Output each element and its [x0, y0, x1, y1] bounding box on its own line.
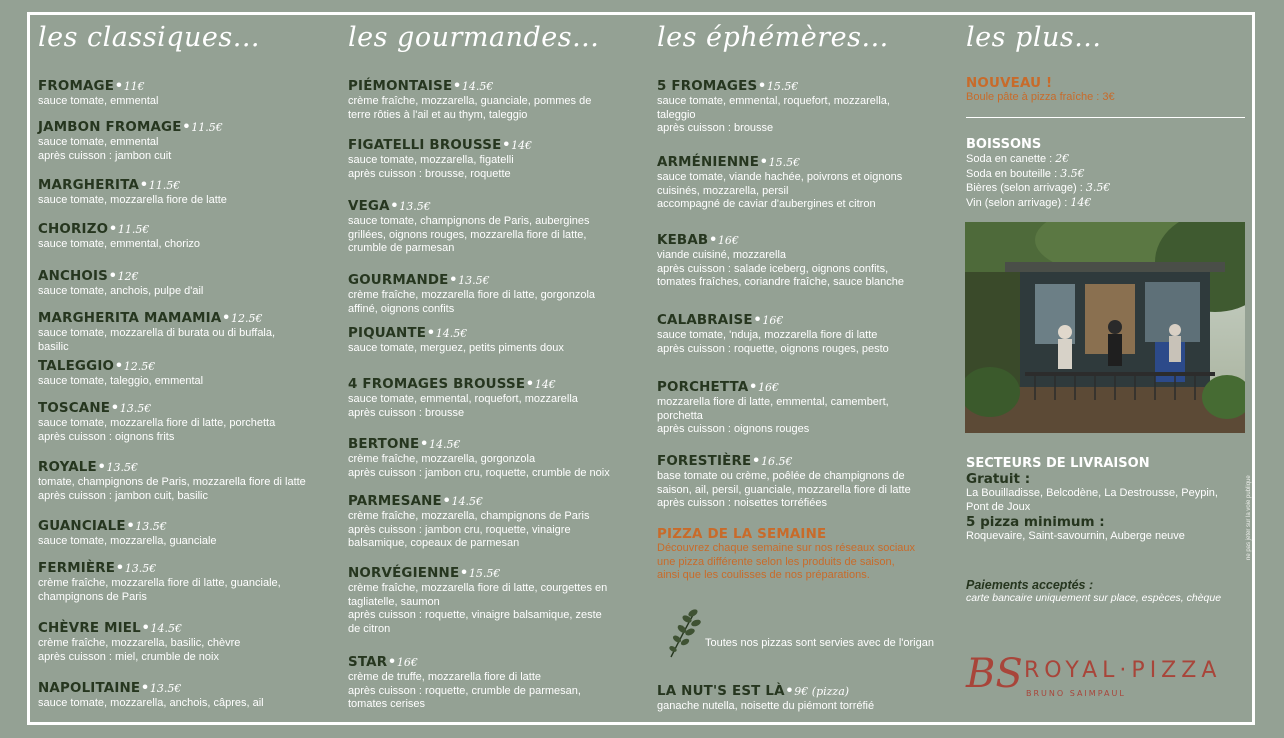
semaine-desc: Découvrez chaque semaine sur nos réseaux sociaux une pizza différente selon les produits de saison, ainsi que les coulisses de nos préparations. [657, 542, 916, 581]
bullet: • [127, 517, 134, 534]
pizza-price: 13.5€ [119, 402, 152, 415]
menu-item [657, 378, 947, 437]
menu-item [657, 153, 947, 212]
menu-item [38, 357, 328, 389]
column-classiques [38, 22, 328, 709]
boisson-row [966, 152, 1246, 167]
bullet: • [223, 309, 230, 326]
column-ephemeres [657, 22, 947, 509]
pizza-desc: sauce tomate, mozzarella fiore di latte, porchetta après cuisson : oignons frits [38, 417, 276, 443]
bullet: • [110, 267, 116, 284]
gratuit-title: Gratuit : [966, 471, 1031, 487]
bullet: • [428, 324, 434, 341]
pizza-name: JAMBON FROMAGE [38, 120, 182, 135]
pizza-name: KEBAB [657, 233, 709, 248]
pizza-name: FORESTIÈRE [657, 454, 752, 469]
pizza-name: PIÉMONTAISE [348, 79, 453, 94]
logo-name: ROYAL·PIZZA [1024, 658, 1222, 683]
menu-item [38, 176, 328, 208]
pizza-desc: crème fraîche, mozzarella, champignons de Paris après cuisson : jambon cru, roquette, vinaigre balsamique, copeaux de parmesan [348, 510, 590, 549]
pizza-desc: sauce tomate, emmental, chorizo [38, 238, 201, 250]
pizza-price: 13.5€ [458, 274, 490, 287]
menu-item [38, 220, 328, 252]
pizza-desc: sauce tomate, 'nduja, mozzarella fiore di latte après cuisson : roquette, oignons rouges, pesto [657, 329, 889, 355]
origan-note: Toutes nos pizzas sont servies avec de l'origan [705, 637, 934, 649]
pizza-desc: sauce tomate, mozzarella, guanciale [38, 535, 217, 547]
bullet: • [759, 77, 765, 94]
nuts-name: LA NUT'S EST LÀ [657, 684, 785, 699]
column-plus [966, 22, 1246, 67]
pizza-desc: sauce tomate, emmental, roquefort, mozzarella après cuisson : brousse [348, 393, 578, 419]
boissons-block [966, 137, 1246, 210]
menu-item [38, 399, 328, 444]
bullet: • [116, 357, 122, 374]
menu-item [38, 77, 328, 109]
nouveau-title: NOUVEAU ! [966, 76, 1053, 91]
bullet: • [450, 271, 457, 288]
logo [966, 648, 1246, 712]
pizza-desc: sauce tomate, mozzarella, anchois, câpres, ail [38, 697, 264, 709]
menu-item [348, 375, 638, 420]
bullet: • [116, 77, 122, 94]
pizza-price: 13.5€ [149, 682, 182, 695]
bullet: • [443, 492, 450, 509]
pizza-price: 14.5€ [451, 495, 484, 508]
nouveau-desc: Boule pâte à pizza fraîche : 3€ [966, 91, 1115, 103]
pizza-name: 4 FROMAGES BROUSSE [348, 377, 526, 392]
pizza-name: PARMESANE [348, 494, 442, 509]
pizza-price: 16.5€ [760, 455, 793, 468]
paiements-block [966, 578, 1246, 604]
menu-item [38, 267, 328, 299]
paiements-title: Paiements acceptés : [966, 578, 1094, 592]
column-gourmandes [348, 22, 638, 710]
bullet: • [710, 231, 716, 248]
bullet: • [98, 458, 105, 475]
side-note: ne pas jeter sur la voie publique [1246, 475, 1252, 560]
pizza-desc: sauce tomate, merguez, petits piments doux [348, 342, 564, 354]
bullet: • [753, 452, 759, 469]
pizza-desc: crème fraîche, mozzarella, gorgonzola après cuisson : jambon cru, roquette, crumble de noix [348, 453, 610, 479]
semaine-title: PIZZA DE LA SEMAINE [657, 527, 827, 542]
bullet: • [503, 136, 510, 153]
bullet: • [389, 653, 395, 670]
bullet: • [142, 619, 149, 636]
gratuit-desc: La Bouilladisse, Belcodène, La Destrousse, Peypin, Pont de Joux [966, 487, 1218, 513]
livraison-block [966, 456, 1246, 544]
pizza-price: 14.5€ [435, 327, 468, 340]
pizza-name: FROMAGE [38, 79, 115, 94]
pizza-desc: sauce tomate, emmental [38, 95, 159, 107]
menu-item [348, 564, 638, 636]
pizza-price: 14.5€ [428, 438, 461, 451]
pizza-desc: mozzarella fiore di latte, emmental, camembert, porchetta après cuisson : oignons rouges [657, 396, 889, 435]
pizza-price: 16€ [762, 314, 784, 327]
pizza-price: 12€ [117, 270, 139, 283]
menu-item [657, 77, 947, 136]
minimum-desc: Roquevaire, Saint-savournin, Auberge neuve [966, 530, 1185, 542]
pizza-price: 15.5€ [766, 80, 799, 93]
paiements-desc: carte bancaire uniquement sur place, espèces, chèque [966, 592, 1222, 604]
pizza-desc: base tomate ou crème, poêlée de champignons de saison, ail, persil, guanciale, mozzarella fiore di latte après cuisson : noisettes torréfiées [657, 470, 911, 509]
pizza-desc: crème fraîche, mozzarella fiore di latte, gorgonzola affiné, oignons confits [348, 289, 596, 315]
pizza-price: 16€ [717, 234, 739, 247]
menu-item [657, 231, 947, 290]
menu-item [38, 679, 328, 711]
minimum-title: 5 pizza minimum : [966, 514, 1105, 530]
menu-item [38, 559, 328, 604]
pizza-name: 5 FROMAGES [657, 79, 758, 94]
pizza-name: ANCHOIS [38, 269, 109, 284]
pizza-name: TOSCANE [38, 401, 111, 416]
pizza-name: TALEGGIO [38, 359, 115, 374]
pizza-price: 13.5€ [124, 562, 157, 575]
menu-item [38, 458, 328, 503]
menu-item [348, 653, 638, 712]
pizza-name: MARGHERITA [38, 178, 140, 193]
pizza-desc: sauce tomate, mozzarella di burata ou di buffala, basilic [38, 327, 276, 353]
pizza-name: NORVÉGIENNE [348, 566, 460, 581]
boisson-label: Soda en canette : [966, 153, 1056, 165]
pizza-price: 11€ [123, 80, 145, 93]
menu-item [348, 492, 638, 551]
bullet: • [461, 564, 467, 581]
boisson-label: Soda en bouteille : [966, 167, 1061, 180]
pizza-desc: sauce tomate, taleggio, emmental [38, 375, 204, 387]
divider [966, 117, 1245, 118]
pizza-desc: sauce tomate, champignons de Paris, aubergines grillées, oignons rouges, mozzarella fiore di latte, crumble de parmesan [348, 215, 590, 254]
menu-item [38, 517, 328, 549]
boissons-title: BOISSONS [966, 137, 1042, 152]
pizza-desc: sauce tomate, emmental, roquefort, mozzarella, taleggio après cuisson : brousse [657, 95, 890, 134]
pizza-desc: crème fraîche, mozzarella fiore di latte, courgettes en tagliatelle, saumon après cuisson : roquette, vinaigre balsamique, zeste de citron [348, 582, 608, 635]
pizza-desc: sauce tomate, anchois, pulpe d'ail [38, 285, 204, 297]
boisson-price: 2€ [1055, 152, 1070, 165]
livraison-title: SECTEURS DE LIVRAISON [966, 456, 1150, 471]
menu-item [348, 271, 638, 316]
bullet: • [142, 679, 148, 696]
pizza-price: 15.5€ [468, 567, 501, 580]
menu-item [348, 435, 638, 480]
menu-item [38, 118, 328, 163]
pizza-name: GOURMANDE [348, 273, 449, 288]
bullet: • [183, 118, 190, 135]
pizza-price: 16€ [758, 381, 779, 394]
bullet: • [141, 176, 147, 193]
pizza-name: FIGATELLI BROUSSE [348, 138, 502, 153]
pizza-name: CHORIZO [38, 222, 109, 237]
pizza-price: 11.5€ [148, 179, 181, 192]
origan-icon [663, 605, 705, 664]
boisson-row [966, 167, 1246, 182]
pizza-price: 11.5€ [191, 121, 223, 134]
menu-item [657, 452, 947, 511]
terrace-photo [965, 222, 1245, 433]
pizza-semaine [657, 527, 947, 583]
boisson-price: 14€ [1070, 195, 1092, 209]
pizza-price: 14€ [534, 378, 556, 391]
pizza-desc: sauce tomate, emmental après cuisson : jambon cuit [38, 136, 172, 162]
pizza-name: MARGHERITA MAMAMIA [38, 311, 222, 326]
heading-ephemeres: les éphémères... [657, 22, 889, 53]
pizza-price: 13.5€ [399, 200, 431, 213]
bullet: • [110, 220, 116, 237]
logo-monogram: BS [966, 651, 1023, 697]
pizza-name: NAPOLITAINE [38, 681, 141, 696]
pizza-price: 14.5€ [461, 80, 494, 93]
pizza-desc: viande cuisiné, mozzarella après cuisson : salade iceberg, oignons confits, tomates fraîches, coriandre fraîche, sauce blanche [657, 249, 905, 288]
bullet: • [421, 435, 427, 452]
pizza-price: 14€ [511, 139, 533, 152]
pizza-price: 13.5€ [106, 461, 138, 474]
bullet: • [527, 375, 533, 392]
menu-item [38, 619, 328, 664]
logo-sub: BRUNO SAIMPAUL [1026, 689, 1126, 698]
boisson-price: 3.5€ [1085, 181, 1111, 194]
bullet: • [761, 153, 767, 170]
pizza-name: GUANCIALE [38, 519, 126, 534]
pizza-desc: tomate, champignons de Paris, mozzarella fiore di latte après cuisson : jambon cuit, basilic [38, 476, 306, 502]
pizza-price: 15.5€ [768, 156, 801, 169]
nuts-price: 9€ (pizza) [794, 685, 850, 698]
pizza-name: ARMÉNIENNE [657, 155, 760, 170]
pizza-price: 14.5€ [150, 622, 182, 635]
pizza-name: VEGA [348, 199, 390, 214]
pizza-desc: crème fraîche, mozzarella fiore di latte, guanciale, champignons de Paris [38, 577, 281, 603]
bullet: • [391, 197, 398, 214]
boisson-row [966, 196, 1246, 211]
pizza-name: PIQUANTE [348, 326, 427, 341]
boissons-list [966, 152, 1246, 210]
bullet: • [117, 559, 123, 576]
boisson-row [966, 181, 1246, 196]
menu-item [38, 309, 328, 354]
boisson-label: Vin (selon arrivage) : [966, 196, 1071, 209]
pizza-price: 16€ [396, 656, 418, 669]
nuts-desc: ganache nutella, noisette du piémont torréfié [657, 700, 875, 712]
menu-item [348, 77, 638, 122]
pizza-name: PORCHETTA [657, 380, 749, 395]
pizza-name: CHÈVRE MIEL [38, 621, 141, 636]
pizza-desc: crème fraîche, mozzarella, basilic, chèvre après cuisson : miel, crumble de noix [38, 637, 241, 663]
nuts-item: LA NUT'S EST LÀ • 9€ (pizza) ganache nutella, noisette du piémont torréfié [657, 682, 947, 714]
menu-item [657, 311, 947, 356]
pizza-price: 12.5€ [123, 360, 156, 373]
pizza-desc: sauce tomate, mozzarella fiore de latte [38, 194, 227, 206]
heading-classiques: les classiques... [38, 22, 261, 53]
menu-item [348, 324, 638, 356]
bullet: • [112, 399, 118, 416]
pizza-price: 12.5€ [231, 312, 263, 325]
bullet: • [750, 378, 756, 395]
pizza-name: CALABRAISE [657, 313, 753, 328]
bullet: • [454, 77, 460, 94]
pizza-desc: crème de truffe, mozzarella fiore di latte après cuisson : roquette, crumble de parmesan, tomates cerises [348, 671, 581, 710]
pizza-name: BERTONE [348, 437, 420, 452]
boisson-price: 3.5€ [1060, 166, 1085, 180]
heading-plus: les plus... [966, 22, 1102, 53]
pizza-desc: sauce tomate, viande hachée, poivrons et oignons cuisinés, mozzarella, persil accompagné de caviar d'aubergines et citron [657, 171, 903, 210]
pizza-desc: sauce tomate, mozzarella, figatelli après cuisson : brousse, roquette [348, 154, 514, 180]
pizza-price: 11.5€ [117, 223, 150, 236]
pizza-name: FERMIÈRE [38, 561, 116, 576]
menu-item [348, 136, 638, 181]
pizza-desc: crème fraîche, mozzarella, guanciale, pommes de terre rôties à l'ail et au thym, taleggio [348, 95, 592, 121]
heading-gourmandes: les gourmandes... [348, 22, 600, 53]
menu-item [348, 197, 638, 256]
pizza-price: 13.5€ [135, 520, 167, 533]
nouveau-block [966, 76, 1246, 105]
boisson-label: Bières (selon arrivage) : [966, 182, 1086, 194]
pizza-name: STAR [348, 655, 388, 670]
bullet: • [754, 311, 761, 328]
pizza-name: ROYALE [38, 460, 97, 475]
